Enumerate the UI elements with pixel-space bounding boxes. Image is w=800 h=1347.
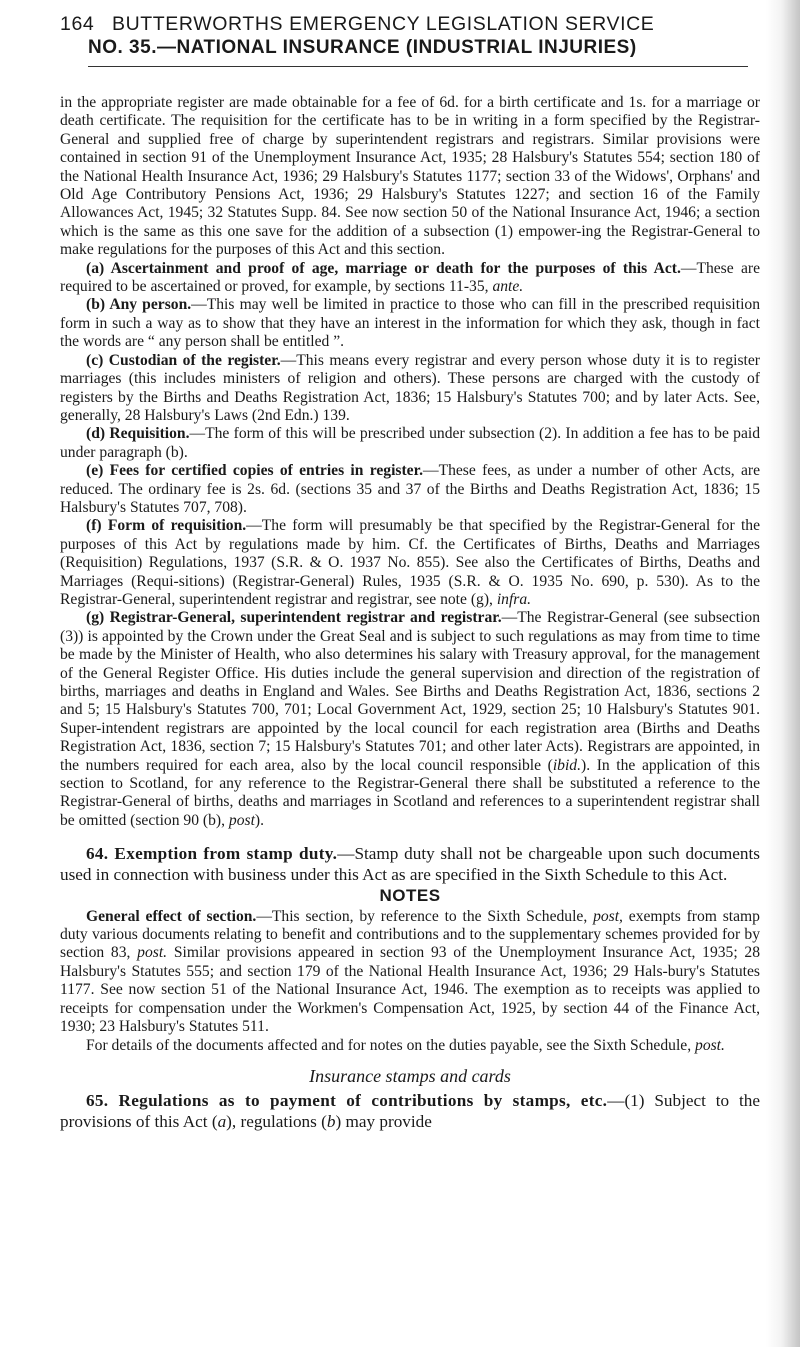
note-d: [60, 425, 760, 462]
page-edge-shadow: [766, 0, 800, 1347]
note-g-ibid: ibid.: [552, 756, 581, 774]
general-effect-text-3: Similar provisions appeared in section 93 of the Unemployment Insurance Act, 1935; 28 Halsbury's Statutes 555; and section 179 of the National Health Insurance Act, 1936; 29 Hals-bury's Statutes 1177. See now section 51 of the National Insurance Act, 1946. The exemption as to receipts was applied to receipts for compensation under the Workmen's Compensation Act, 1925, by section 44 of the Finance Act, 1930; 23 Halsbury's Statutes 511.: [60, 944, 761, 1036]
note-f: [60, 517, 760, 609]
note-b: [60, 296, 760, 351]
page-number: 164: [60, 13, 95, 35]
note-c-text: —This means every registrar and every person whose duty it is to register marriages (this includes ministers of religion and others). These persons are charged with the custody of registers by the Births and Deaths Registration Act, 1836; 15 Halsbury's Statutes 700; and by later Acts. See, generally, 28 Halsbury's Laws (2nd Edn.) 139.: [60, 351, 761, 424]
details-post: post.: [695, 1036, 725, 1054]
note-g-end: ).: [254, 811, 264, 829]
section-64-text: —Stamp duty shall not be chargeable upon such documents used in connection with business under this Act as are specified in the Sixth Schedule to this Act.: [60, 844, 760, 884]
general-effect-text-1: —This section, by reference to the Sixth Schedule,: [256, 907, 588, 925]
running-head: [60, 12, 760, 36]
note-f-heading: (f) Form of requisition.: [86, 517, 247, 535]
note-e: [60, 462, 760, 517]
note-d-text: —The form of this will be prescribed under subsection (2). In addition a fee has to be paid under paragraph (b).: [60, 425, 760, 461]
general-effect-post-2: post.: [137, 944, 168, 962]
notes-heading: NOTES: [379, 886, 441, 906]
note-f-text: —The form will presumably be that specified by the Registrar-General for the purposes of this Act by regulations made by him. Cf. the Certificates of Births, Deaths and Marriages (Requisition) Regulations, 1937 (S.R. & O. 1937 No. 855). See also the Certificates of Births, Deaths and Marriages (Requi-sitions) (Registrar-General) Rules, 1935 (S.R. & O. 1935 No. 690, p. 530). As to the Registrar-General, superintendent registrar and registrar, see note (g),: [60, 517, 761, 608]
note-g-text-2: ). In the application of this section to Scotland, for any reference to the Registrar-General there shall be substituted a reference to the Registrar-General of births, deaths and marriages in Scotland and references to a superintendent registrar shall be omitted (section 90 (b),: [60, 756, 760, 829]
general-effect-post-1: post,: [593, 907, 623, 925]
general-effect-text-2: exempts from stamp duty various documents relating to benefit and contributions and to the supplementary schemes provided for by section 83,: [60, 907, 760, 962]
section-65-note-a: a: [217, 1111, 227, 1131]
note-c: [60, 352, 760, 426]
note-g-heading: (g) Registrar-General, superintendent registrar and registrar.: [86, 609, 502, 627]
section-65: [60, 1091, 760, 1132]
section-65-note-b: b: [326, 1111, 336, 1131]
insurance-subheading: Insurance stamps and cards: [309, 1065, 511, 1086]
general-effect-heading: General effect of section.: [86, 907, 257, 925]
note-e-text: —These fees, as under a number of other Acts, are reduced. The ordinary fee is 2s. 6d. (sections 35 and 37 of the Births and Deaths Registration Act, 1836; 15 Halsbury's Statutes 707, 708).: [60, 462, 760, 516]
intro-paragraph: in the appropriate register are made obtainable for a fee of 6d. for a birth certificate and 1s. for a marriage or death certificate. The requisition for the certificate has to be in writing in a form specified by the Registrar-General and supplied free of charge by superintendent registrars and registrars. Similar provisions were contained in section 91 of the Unemployment Insurance Act, 1935; 28 Halsbury's Statutes 554; section 180 of the National Health Insurance Act, 1936; 29 Halsbury's Statutes 1177; section 33 of the Widows', Orphans' and Old Age Contributory Pensions Act, 1936; 29 Halsbury's Statutes 1227; and section 16 of the Family Allowances Act, 1945; 32 Statutes Supp. 84. See now section 50 of the National Insurance Act, 1946; a section which is the same as this one save for the addition of a subsection (1) empower-ing the Registrar-General to make regulations for the purposes of this Act and this section.: [60, 94, 760, 259]
section-65-heading: 65. Regulations as to payment of contributions by stamps, etc.: [86, 1091, 608, 1111]
note-g-post: post: [228, 811, 255, 829]
section-65-text-3: ) may provide: [335, 1111, 432, 1131]
note-d-heading: (d) Requisition.: [86, 425, 190, 443]
section-65-text-1: —(1) Subject to the provisions of this Act (: [60, 1091, 760, 1131]
section-64-heading: 64. Exemption from stamp duty.: [86, 844, 338, 864]
note-c-heading: (c) Custodian of the register.: [86, 351, 281, 369]
details-note: [60, 1037, 760, 1055]
section-65-text-2: ), regulations (: [226, 1111, 327, 1131]
note-a-text: —These are required to be ascertained or proved, for example, by sections 11-35,: [60, 259, 760, 296]
note-b-text: —This may well be limited in practice to those who can fill in the prescribed requisition form in such a way as to show that they have an interest in the information for which they ask, though in fact the words are “ any person shall be entitled ”.: [60, 296, 760, 351]
details-text: For details of the documents affected and for notes on the duties payable, see the Sixth Schedule,: [86, 1036, 692, 1054]
running-title: BUTTERWORTHS EMERGENCY LEGISLATION SERVICE: [112, 13, 655, 35]
note-g: [60, 609, 760, 830]
note-g-text-1: —The Registrar-General (see subsection (3)) is appointed by the Crown under the Great Seal and is subject to such regulations as may from time to time be made by the Minister of Health, who also determines his salary with Treasury approval, for the management of the General Register Office. His duties include the general supervision and direction of the registration of births, marriages and deaths in England and Wales. See Births and Deaths Registration Act, 1836, sections 2 and 5; 15 Halsbury's Statutes 700, 701; Local Government Act, 1929, section 25; 10 Halsbury's Statutes 901. Super-intendent registrars are appointed by the local council for each registration area (Births and Deaths Registration Act, 1836, section 7; 15 Halsbury's Statutes 701; and other later Acts). Registrars are appointed, in the numbers required for each area, also by the local council responsible (: [60, 609, 761, 774]
general-effect-note: [60, 908, 760, 1037]
page-body: [60, 94, 760, 1132]
act-title: NO. 35.—NATIONAL INSURANCE (INDUSTRIAL INJURIES): [88, 37, 637, 58]
note-a-heading: (a) Ascertainment and proof of age, marriage or death for the purposes of this Act.: [86, 259, 681, 277]
section-64: [60, 844, 760, 885]
header-rule: [88, 66, 748, 67]
note-a-ante: ante.: [492, 278, 524, 296]
note-e-heading: (e) Fees for certified copies of entries in register.: [86, 462, 423, 480]
page-header: [60, 12, 760, 67]
note-b-heading: (b) Any person.: [86, 296, 192, 314]
note-f-infra: infra.: [496, 590, 532, 608]
note-a: [60, 260, 760, 297]
